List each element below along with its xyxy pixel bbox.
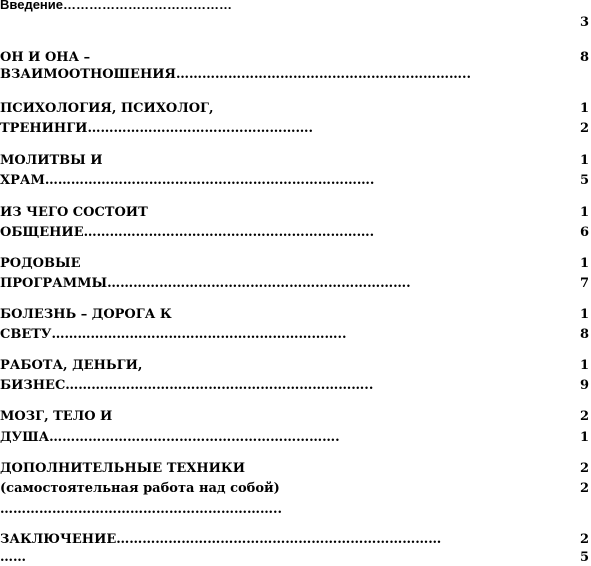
toc-entry-3-line2: ХРАМ………………………………………………………………….	[0, 173, 375, 188]
toc-entry-3-page1: 1	[579, 153, 589, 168]
toc-entry-7-page1: 1	[579, 358, 589, 373]
toc-conclusion-tail: ……	[0, 550, 26, 565]
toc-entry-9-page2: 2	[579, 481, 589, 496]
toc-entry-4-page2: 6	[579, 225, 589, 240]
toc-entry-5-page1: 1	[579, 256, 589, 271]
toc-entry-1-page1: 8	[579, 50, 589, 65]
toc-entry-7-page2: 9	[579, 378, 589, 393]
toc-conclusion-page: 2	[579, 532, 589, 547]
toc-conclusion-label: ЗАКЛЮЧЕНИЕ…………………………………………………………………	[0, 532, 442, 547]
toc-entry-9-line2: (самостоятельная работа над собой)	[0, 481, 280, 496]
toc-entry-2-line2: ТРЕНИНГИ…………………………………………….	[0, 121, 313, 136]
toc-entry-5-page2: 7	[579, 276, 589, 291]
toc-entry-2-line1: ПСИХОЛОГИЯ, ПСИХОЛОГ,	[0, 101, 214, 116]
toc-entry-6-page2: 8	[579, 327, 589, 342]
toc-entry-3-page2: 5	[579, 173, 589, 188]
toc-entry-5-line1: РОДОВЫЕ	[0, 256, 81, 271]
toc-entry-4-page1: 1	[579, 205, 589, 220]
toc-entry-8-line2: ДУША………………………………………………………….	[0, 430, 340, 445]
toc-conclusion-tail-page: 5	[579, 550, 589, 565]
toc-entry-6-page1: 1	[579, 307, 589, 322]
toc-entry-2-page1: 1	[579, 101, 589, 116]
toc-entry-1-line1: ОН И ОНА –	[0, 50, 91, 65]
toc-entry-8-line1: МОЗГ, ТЕЛО И	[0, 409, 113, 424]
toc-entry-8-page2: 1	[579, 430, 589, 445]
toc-entry-6-line1: БОЛЕЗНЬ – ДОРОГА К	[0, 307, 172, 322]
toc-entry-3-line1: МОЛИТВЫ И	[0, 153, 103, 168]
toc-entry-4-line2: ОБЩЕНИЕ………………………………………………………….	[0, 225, 375, 240]
toc-extra-dots: ………………………………………………………..	[0, 502, 283, 517]
toc-entry-8-page1: 2	[579, 409, 589, 424]
toc-entry-6-line2: СВЕТУ…………………………………………………………..	[0, 327, 347, 342]
toc-entry-5-line2: ПРОГРАММЫ…………………………………………………………….	[0, 276, 411, 291]
toc-entry-2-page2: 2	[579, 121, 589, 136]
toc-entry-1-line2: ВЗАИМООТНОШЕНИЯ…………………………………………………………..	[0, 67, 472, 82]
toc-entry-7-line2: БИЗНЕС……………………………………………………………..	[0, 378, 374, 393]
toc-entry-9-page1: 2	[579, 461, 589, 476]
toc-intro-label: Введение…………………………………	[0, 0, 232, 12]
toc-intro-page: 3	[579, 15, 589, 30]
toc-entry-4-line1: ИЗ ЧЕГО СОСТОИТ	[0, 205, 148, 220]
toc-entry-7-line1: РАБОТА, ДЕНЬГИ,	[0, 358, 143, 373]
toc-entry-9-line1: ДОПОЛНИТЕЛЬНЫЕ ТЕХНИКИ	[0, 461, 246, 476]
